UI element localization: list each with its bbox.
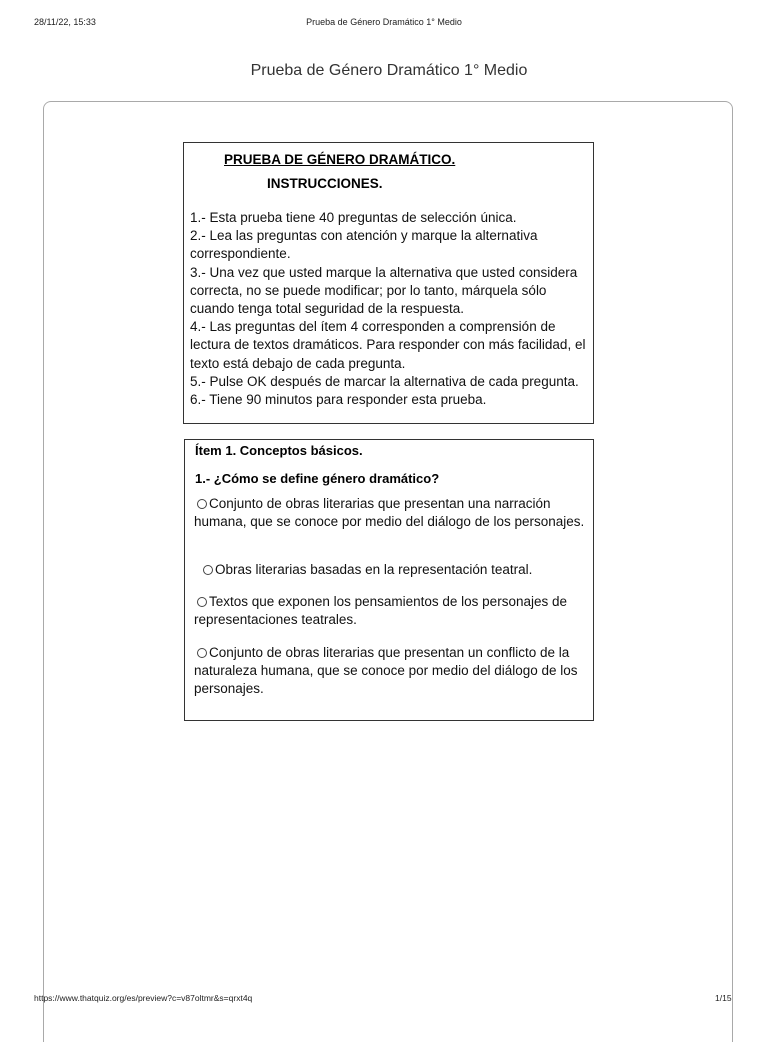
footer-page-number: 1/15: [715, 993, 732, 1003]
instructions-subtitle: INSTRUCCIONES.: [267, 176, 383, 191]
answer-option-4[interactable]: [194, 644, 589, 698]
option-label: Conjunto de obras literarias que presentan un conflicto de la naturaleza humana, que se conoce por medio del diálogo de los personajes.: [194, 645, 578, 696]
print-datetime: 28/11/22, 15:33: [34, 17, 96, 27]
instructions-box: [183, 142, 594, 424]
answer-option-2[interactable]: [200, 561, 595, 579]
instructions-title: PRUEBA DE GÉNERO DRAMÁTICO.: [224, 152, 456, 167]
option-label: Textos que exponen los pensamientos de los personajes de representaciones teatrales.: [194, 594, 567, 627]
answer-option-3[interactable]: [194, 593, 589, 629]
answer-option-1[interactable]: [194, 495, 589, 531]
instructions-list: [190, 209, 594, 409]
radio-button-icon[interactable]: [197, 597, 207, 607]
item-title: Ítem 1. Conceptos básicos.: [195, 443, 363, 458]
radio-button-icon[interactable]: [197, 499, 207, 509]
radio-button-icon[interactable]: [197, 648, 207, 658]
instruction-line: 1.- Esta prueba tiene 40 preguntas de selección única.: [190, 210, 517, 225]
instruction-line: 6.- Tiene 90 minutos para responder esta prueba.: [190, 392, 487, 408]
instruction-line: 5.- Pulse OK después de marcar la alternativa de cada pregunta.: [190, 373, 579, 389]
option-label: Obras literarias basadas en la representación teatral.: [215, 562, 533, 577]
item-1-box: [184, 439, 594, 721]
radio-button-icon[interactable]: [203, 565, 213, 575]
instruction-line: 2.- Lea las preguntas con atención y marque la alternativa correspondiente.: [190, 228, 538, 262]
instruction-line: 4.- Las preguntas del ítem 4 corresponden a comprensión de lectura de textos dramáticos. Para responder con más facilidad, el texto está debajo de cada pregunta.: [190, 319, 586, 371]
option-label: Conjunto de obras literarias que presentan una narración humana, que se conoce por medio del diálogo de los personajes.: [194, 496, 585, 529]
instruction-line: 3.- Una vez que usted marque la alternativa que usted considera correcta, no se puede modificar; por lo tanto, márquela sólo cuando tenga total seguridad de la respuesta.: [190, 264, 578, 317]
question-text: 1.- ¿Cómo se define género dramático?: [195, 471, 440, 486]
footer-url: https://www.thatquiz.org/es/preview?c=v87oltmr&s=qrxt4q: [34, 993, 253, 1003]
print-header-title: Prueba de Género Dramático 1° Medio: [306, 17, 462, 27]
page-title: Prueba de Género Dramático 1° Medio: [250, 62, 528, 79]
